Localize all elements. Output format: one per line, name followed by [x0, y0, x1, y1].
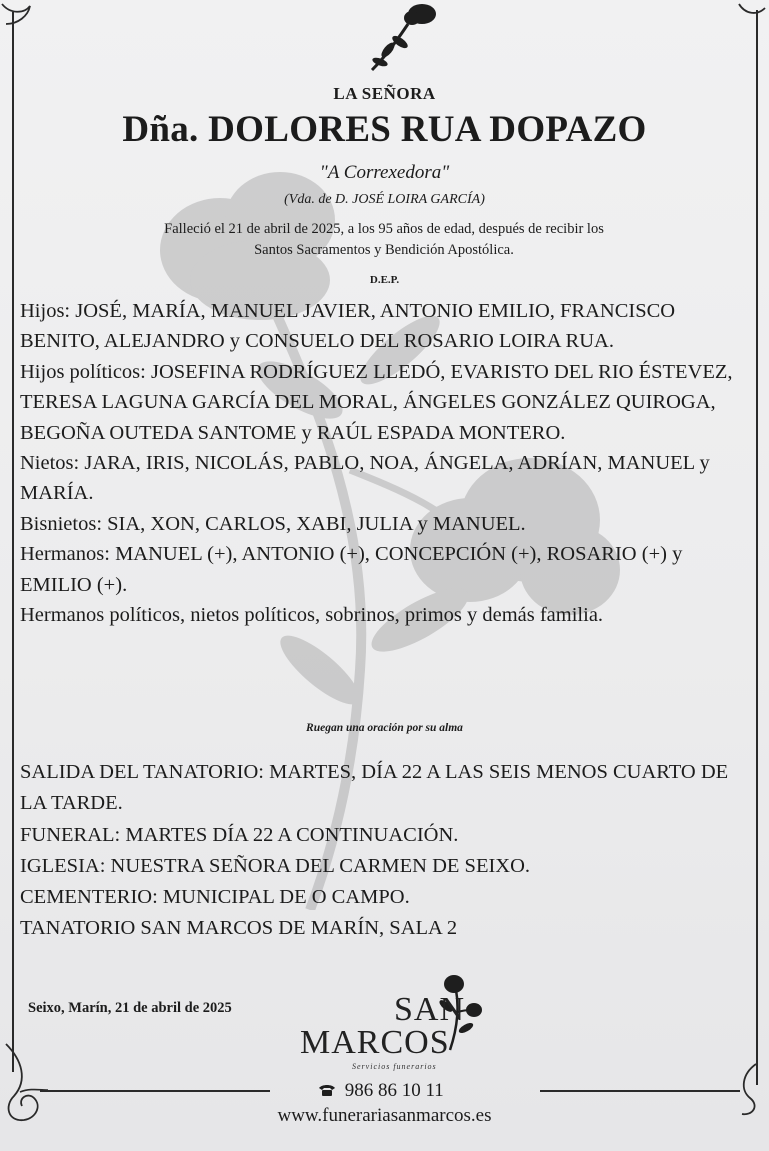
rose-flower-icon [362, 2, 444, 74]
logo-text-san: SAN [394, 991, 466, 1028]
bottom-left-line [40, 1090, 270, 1092]
corner-ornament-top-left [0, 0, 40, 30]
death-line-2: Santos Sacramentos y Bendición Apostólica. [254, 242, 514, 258]
corner-ornament-top-right [735, 0, 769, 22]
family-siblings: Hermanos: MANUEL (+), ANTONIO (+), CONCEPCIÓN (+), ROSARIO (+) y EMILIO (+). [20, 543, 683, 596]
service-cemetery: CEMENTERIO: MUNICIPAL DE O CAMPO. [20, 886, 410, 909]
service-details [20, 757, 755, 945]
widow-of-line: (Vda. de D. JOSÉ LOIRA GARCÍA) [284, 192, 485, 207]
logo-subtitle: Servicios funerarios [352, 1062, 437, 1071]
title-prefix: LA SEÑORA [333, 84, 436, 103]
family-children-in-law: Hijos políticos: JOSEFINA RODRÍGUEZ LLEDÓ, EVARISTO DEL RIO ÉSTEVEZ, TERESA LAGUNA GARCÍA DEL MORAL, ÁNGELES GONZÁLEZ QUIROGA, BEGOÑA OUTEDA SANTOME y RAÚL ESPADA MONTERO. [20, 360, 733, 444]
bottom-right-line [540, 1090, 740, 1092]
service-funeral: FUNERAL: MARTES DÍA 22 A CONTINUACIÓN. [20, 823, 459, 846]
family-great-grandchildren: Bisnietos: SIA, XON, CARLOS, XABI, JULIA y MANUEL. [20, 512, 526, 535]
place-and-date: Seixo, Marín, 21 de abril de 2025 [28, 1000, 232, 1016]
phone-number: 986 86 10 11 [344, 1080, 444, 1101]
service-funeral-home: TANATORIO SAN MARCOS DE MARÍN, SALA 2 [20, 917, 458, 940]
family-grandchildren: Nietos: JARA, IRIS, NICOLÁS, PABLO, NOA, ÁNGELA, ADRÍAN, MANUEL y MARÍA. [20, 452, 710, 505]
death-notice [104, 219, 664, 261]
website: www.funerariasanmarcos.es [277, 1105, 492, 1126]
san-marcos-logo [290, 972, 500, 1077]
family-list [20, 296, 755, 630]
logo-text-marcos: MARCOS [300, 1024, 450, 1061]
prayer-request: Ruegan una oración por su alma [306, 722, 463, 734]
family-other-relatives: Hermanos políticos, nietos políticos, sobrinos, primos y demás familia. [20, 604, 604, 627]
family-children: Hijos: JOSÉ, MARÍA, MANUEL JAVIER, ANTONIO EMILIO, FRANCISCO BENITO, ALEJANDRO y CONSUELO DEL ROSARIO LOIRA RUA. [20, 300, 676, 353]
telephone-icon [318, 1081, 340, 1103]
phone-line [318, 1080, 444, 1103]
rip-line: D.E.P. [369, 274, 400, 286]
service-church: IGLESIA: NUESTRA SEÑORA DEL CARMEN DE SEIXO. [20, 854, 531, 877]
death-line-1: Falleció el 21 de abril de 2025, a los 95 años de edad, después de recibir los [164, 221, 604, 237]
service-departure: SALIDA DEL TANATORIO: MARTES, DÍA 22 A LAS SEIS MENOS CUARTO DE LA TARDE. [20, 761, 729, 815]
nickname: "A Correxedora" [319, 162, 450, 183]
deceased-name: Dña. DOLORES RUA DOPAZO [122, 109, 647, 150]
